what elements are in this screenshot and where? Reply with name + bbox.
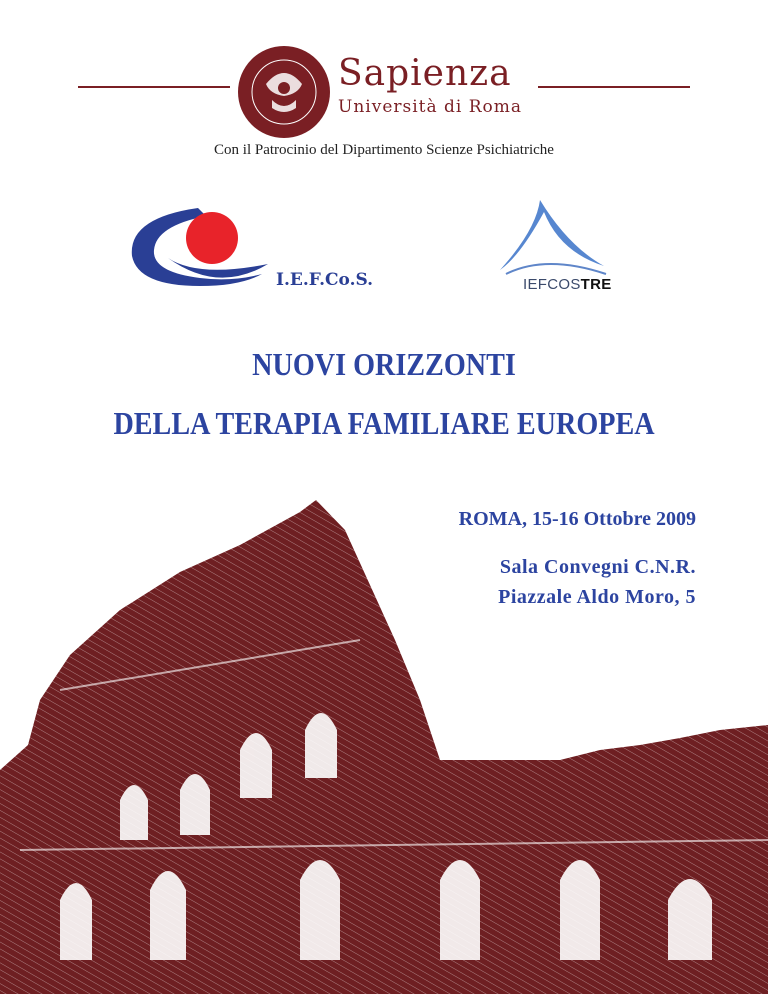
university-brand	[338, 54, 522, 118]
iefcostre-label	[523, 276, 612, 293]
title-line-1: NUOVI ORIZZONTI	[252, 346, 516, 382]
iefcostre-prefix: IEFCOS	[523, 276, 581, 293]
header-rule-left	[78, 86, 230, 88]
event-venue: Sala Convegni C.N.R.	[499, 556, 696, 578]
event-address: Piazzale Aldo Moro, 5	[498, 586, 696, 608]
title-line-2: DELLA TERAPIA FAMILIARE EUROPEA	[113, 405, 655, 441]
university-name: Sapienza	[338, 53, 512, 94]
header-rule-right	[538, 86, 690, 88]
iefcos-label: I.E.F.Co.S.	[276, 270, 374, 290]
iefcostre-suffix: TRE	[580, 276, 612, 293]
university-subtitle: Università di Roma	[338, 97, 523, 117]
sapienza-seal-logo	[236, 44, 332, 140]
event-date: ROMA, 15-16 Ottobre 2009	[458, 508, 696, 530]
patronage-line: Con il Patrocinio del Dipartimento Scienze Psichiatriche	[214, 142, 554, 158]
